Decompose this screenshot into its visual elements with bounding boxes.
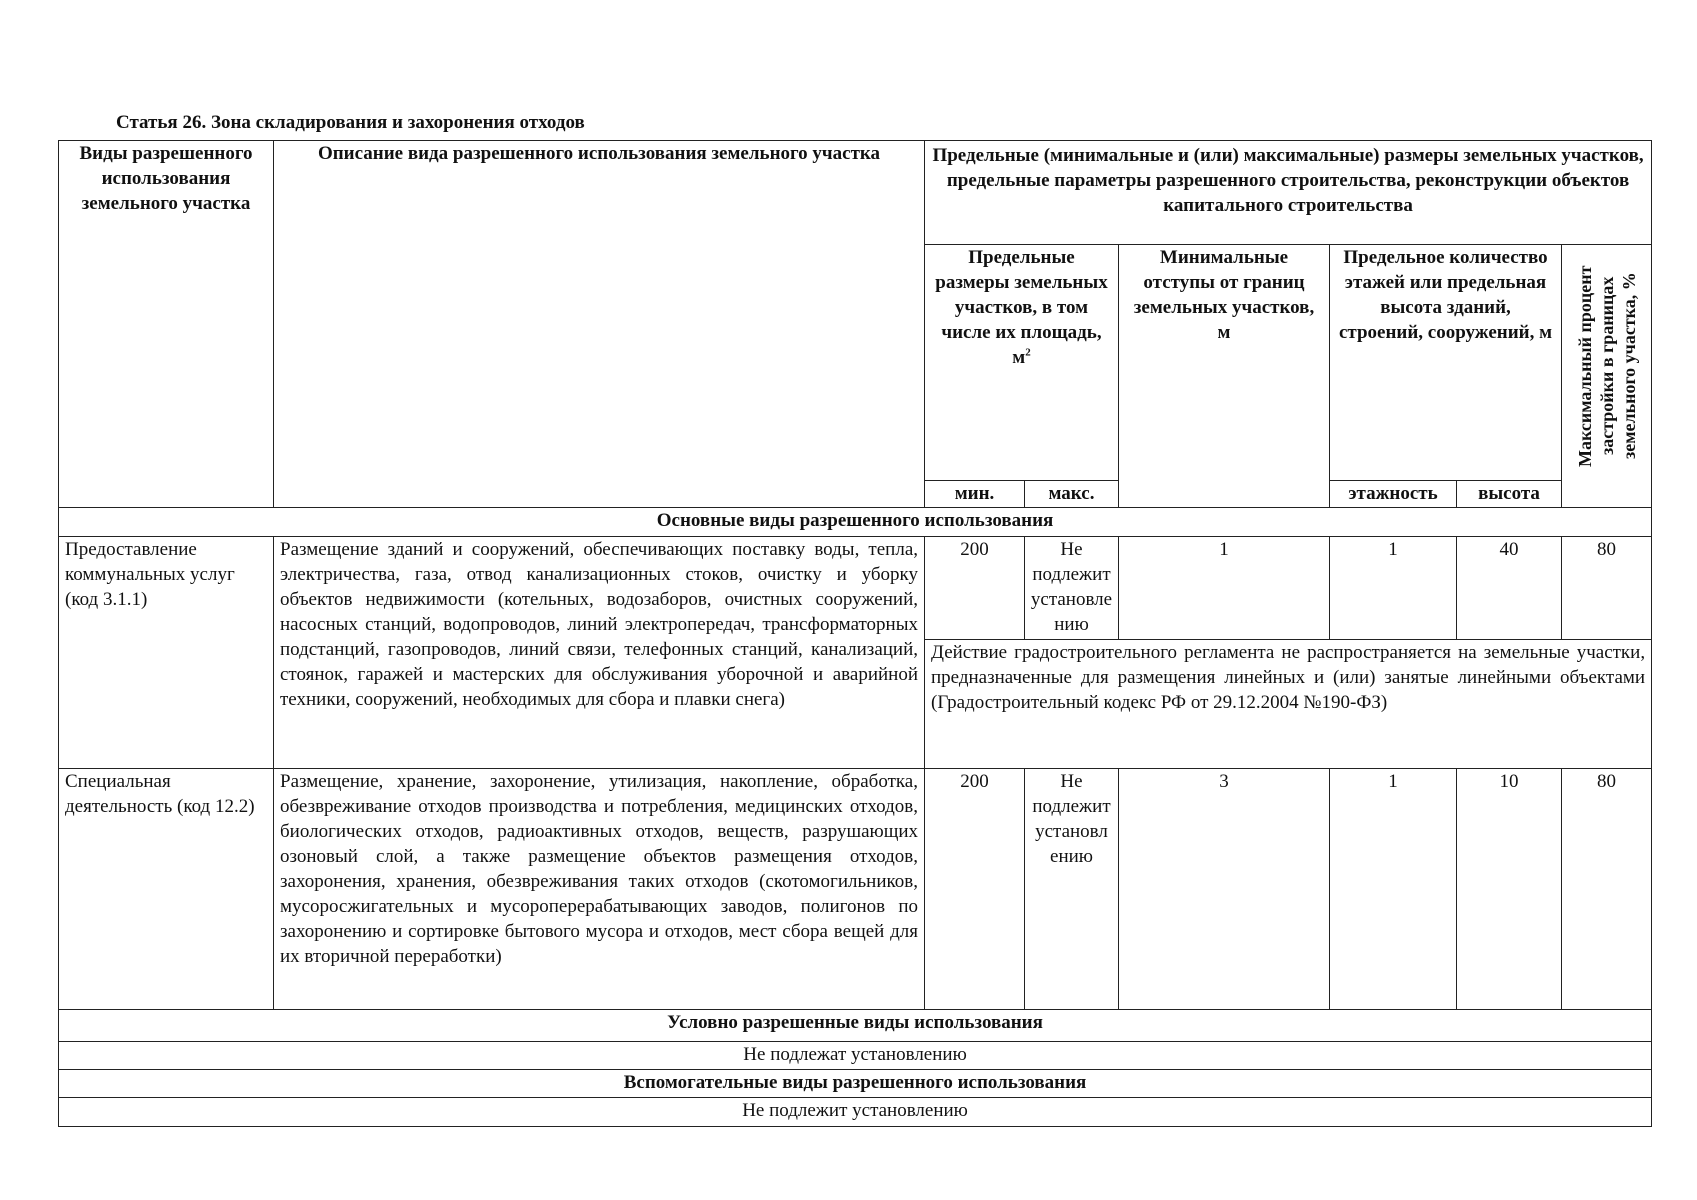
article-title: Статья 26. Зона складирования и захоронения отходов [116, 112, 585, 133]
auxiliary-value: Не подлежит установлению [59, 1098, 1652, 1127]
row-1-height: 40 [1457, 537, 1562, 640]
row-1-coverage: 80 [1562, 537, 1652, 640]
header-floors-height: Предельное количество этажей или предельная высота зданий, строений, сооружений, м [1330, 245, 1562, 481]
section-conditional: Условно разрешенные виды использования [59, 1010, 1652, 1042]
header-setbacks: Минимальные отступы от границ земельных участков, м [1119, 245, 1330, 508]
header-height: высота [1457, 481, 1562, 508]
row-2-height: 10 [1457, 769, 1562, 1010]
header-params-group: Предельные (минимальные и (или) максимальные) размеры земельных участков, предельные параметры разрешенного строительства, реконструкции объектов капитального строительства [925, 141, 1652, 245]
row-1-max: Не подлежит установле нию [1025, 537, 1119, 640]
header-floors: этажность [1330, 481, 1457, 508]
row-2-min: 200 [925, 769, 1025, 1010]
row-1-note: Действие градостроительного регламента не распространяется на земельные участки, предназначенные для размещения линейных и (или) занятые линейными объектами (Градостроительный кодекс РФ от 29.12.2004 №190-ФЗ) [925, 640, 1652, 769]
row-2-description: Размещение, хранение, захоронение, утилизация, накопление, обработка, обезвреживание отходов производства и потребления, медицинских отходов, биологических отходов, радиоактивных отходов, веществ, разрушающих озоновый слой, а также размещение объектов размещения отходов, захоронения, хранения, обезвреживания таких отходов (скотомогильников, мусоросжигательных и мусороперерабатывающих заводов, полигонов по захоронению и сортировке бытового мусора и отходов, мест сбора вещей для их вторичной переработки) [274, 769, 925, 1010]
row-1-min: 200 [925, 537, 1025, 640]
header-min: мин. [925, 481, 1025, 508]
row-2-type: Специальная деятельность (код 12.2) [59, 769, 274, 1010]
header-max: макс. [1025, 481, 1119, 508]
section-auxiliary: Вспомогательные виды разрешенного использования [59, 1070, 1652, 1098]
row-1-setback: 1 [1119, 537, 1330, 640]
row-2-setback: 3 [1119, 769, 1330, 1010]
regulations-table [58, 140, 1652, 1127]
conditional-value: Не подлежат установлению [59, 1042, 1652, 1070]
row-2-floors: 1 [1330, 769, 1457, 1010]
header-plot-sizes: Предельные размеры земельных участков, в том числе их площадь, $м^2$ [925, 245, 1119, 481]
row-1-type: Предоставление коммунальных услуг (код 3.1.1) [59, 537, 274, 769]
header-coverage: Максимальный процент застройки в границах земельного участка, % [1562, 245, 1652, 508]
row-1-description: Размещение зданий и сооружений, обеспечивающих поставку воды, тепла, электричества, газа, отвод канализационных стоков, очистку и уборку объектов недвижимости (котельных, водозаборов, очистных сооружений, насосных станций, водопроводов, линий электропередач, трансформаторных подстанций, газопроводов, линий связи, телефонных станций, канализаций, стоянок, гаражей и мастерских для обслуживания уборочной и аварийной техники, сооружений, необходимых для сбора и плавки снега) [274, 537, 925, 769]
header-description: Описание вида разрешенного использования земельного участка [274, 141, 925, 508]
row-2-coverage: 80 [1562, 769, 1652, 1010]
section-main: Основные виды разрешенного использования [59, 508, 1652, 537]
row-1-floors: 1 [1330, 537, 1457, 640]
row-2-max: Не подлежит установл ению [1025, 769, 1119, 1010]
header-types: Виды разрешенного использования земельного участка [59, 141, 274, 508]
